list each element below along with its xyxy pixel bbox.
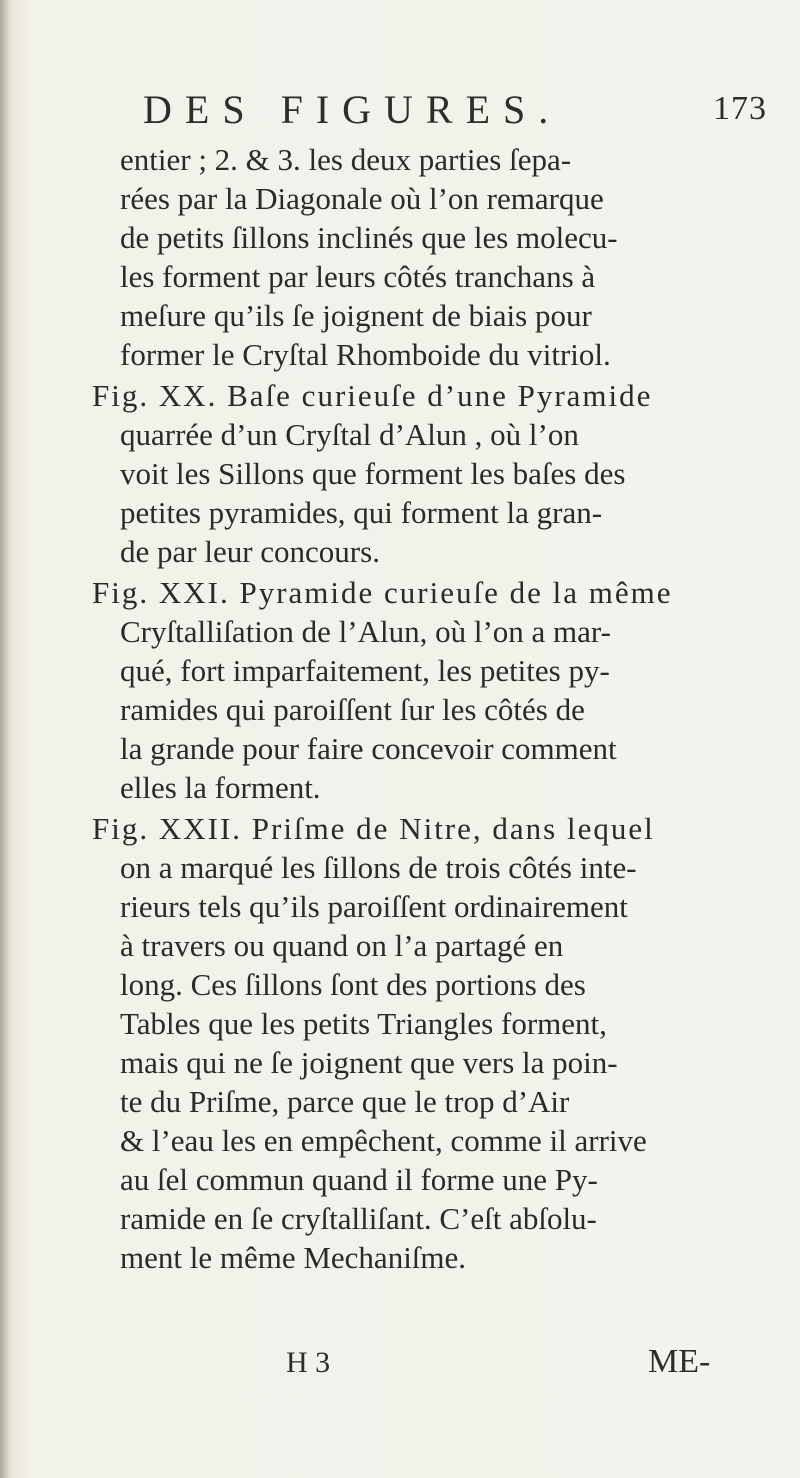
catchword: ME-: [648, 1343, 711, 1380]
text-line: elles la forment.: [120, 770, 321, 805]
page-number: 173: [713, 90, 767, 127]
text-line: ment le même Mechaniſme.: [120, 1240, 467, 1275]
text-line: quarrée d’un Cryſtal d’Alun , où l’on: [120, 417, 579, 452]
figure-caption-xxi: Fig. XXI. Pyramide curieuſe de la même: [92, 575, 673, 610]
text-line: meſure qu’ils ſe joignent de biais pour: [120, 298, 592, 333]
text-line: rieurs tels qu’ils paroiſſent ordinairement: [120, 889, 628, 924]
text-line: petites pyramides, qui forment la gran-: [120, 495, 603, 530]
text-line: & l’eau les en empêchent, comme il arrive: [120, 1123, 647, 1158]
text-line: les forment par leurs côtés tranchans à: [120, 259, 596, 294]
text-line: au ſel commun quand il forme une Py-: [120, 1162, 598, 1197]
text-line: te du Priſme, parce que le trop d’Air: [120, 1084, 570, 1119]
signature-mark: H 3: [286, 1346, 331, 1379]
text-line: entier ; 2. & 3. les deux parties ſepa-: [120, 142, 572, 177]
text-line: à travers ou quand on l’a partagé en: [120, 928, 564, 963]
text-line: qué, fort imparfaitement, les petites py-: [120, 653, 610, 688]
text-line: ramides qui paroiſſent ſur les côtés de: [120, 692, 585, 727]
text-line: rées par la Diagonale où l’on remarque: [120, 181, 604, 216]
text-line: la grande pour faire concevoir comment: [120, 731, 617, 766]
figure-caption-xxii: Fig. XXII. Priſme de Nitre, dans lequel: [92, 811, 655, 846]
text-line: de par leur concours.: [120, 534, 380, 569]
figure-caption-xx: Fig. XX. Baſe curieuſe d’une Pyramide: [92, 378, 653, 413]
text-line: on a marqué les ſillons de trois côtés inte-: [120, 850, 637, 885]
gutter-shadow: [0, 0, 10, 1478]
text-line: de petits ſillons inclinés que les molecu-: [120, 220, 618, 255]
text-line: Tables que les petits Triangles forment,: [120, 1006, 607, 1041]
running-title: DES FIGURES.: [143, 87, 562, 132]
text-line: long. Ces ſillons ſont des portions des: [120, 967, 586, 1002]
text-line: Cryſtalliſation de l’Alun, où l’on a mar-: [120, 614, 611, 649]
text-line: ramide en ſe cryſtalliſant. C’eſt abſolu-: [120, 1201, 597, 1236]
text-line: former le Cryſtal Rhomboide du vitriol.: [120, 337, 611, 372]
text-line: voit les Sillons que forment les baſes des: [120, 456, 626, 491]
text-line: mais qui ne ſe joignent que vers la poin-: [120, 1045, 618, 1080]
